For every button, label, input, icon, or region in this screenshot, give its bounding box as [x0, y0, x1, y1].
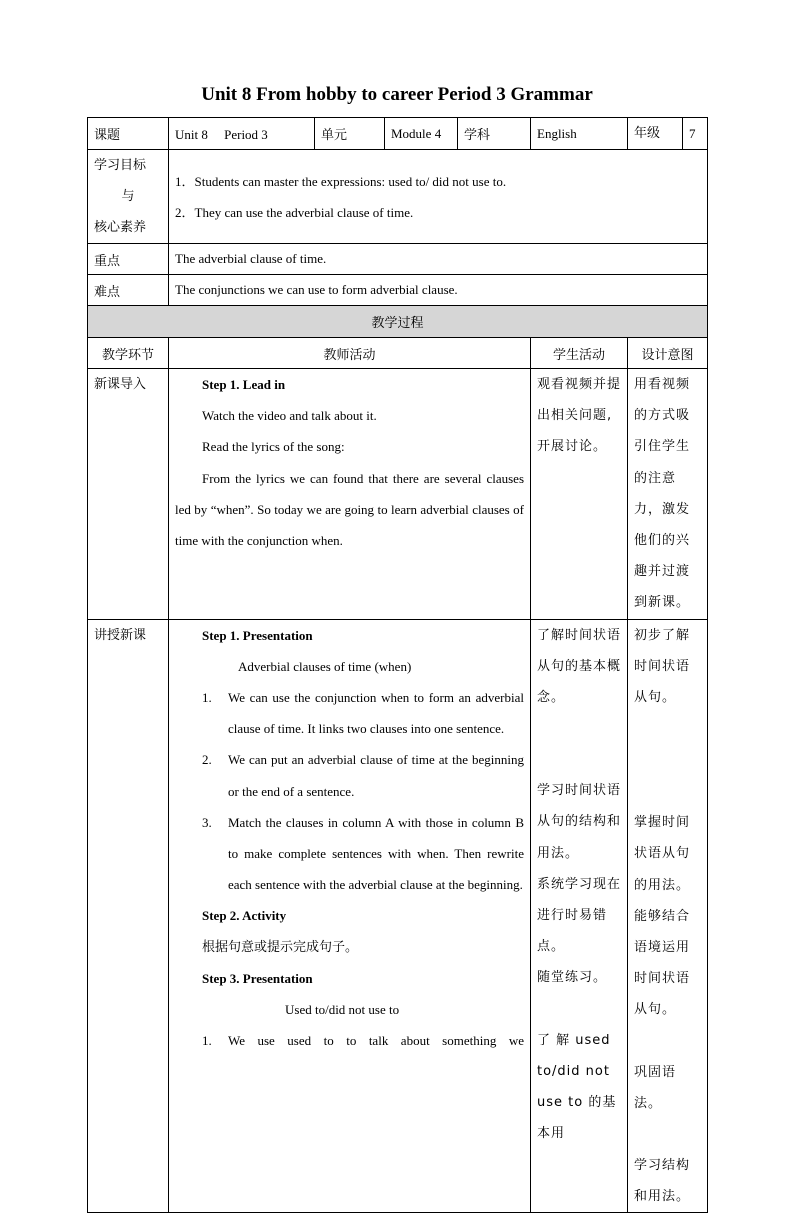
list-item: 1. We use used to to talk about something we	[202, 1033, 524, 1049]
paragraph: Read the lyrics of the song:	[202, 439, 345, 455]
step-heading: Step 3. Presentation	[202, 970, 313, 986]
difficulty-label: 难点	[88, 275, 169, 306]
subheading: Used to/did not use to	[285, 1002, 400, 1018]
paragraph: 根据句意或提示完成句子。	[202, 939, 359, 955]
key-point-label: 重点	[88, 244, 169, 275]
stage-new-intent: 初步了解时间状语从句。 掌握时间状语从句的用法。 能够结合语境运用时间状语从句。 巩固语法。 学习结构和用法。	[628, 619, 708, 1213]
list-item: 2. We can put an adverbial clause of time at the beginning or the end of a sentence.	[202, 752, 524, 799]
step-heading: Step 2. Activity	[202, 908, 287, 924]
topic-value: Unit 8 Period 3	[169, 118, 315, 150]
stage-leadin-name: 新课导入	[88, 369, 169, 620]
goal-item: 1．Students can master the expressions: used to/ did not use to.	[175, 173, 507, 189]
lesson-plan-table	[87, 117, 708, 1213]
step-heading: Step 1. Lead in	[202, 377, 286, 392]
list-item: 3. Match the clauses in column A with those in column B to make complete sentences with when. Then rewrite each sentence with the adverbial clause at the beginning.	[202, 814, 524, 893]
unit-value: Module 4	[385, 118, 458, 150]
topic-label: 课题	[88, 118, 169, 150]
stage-leadin-teacher	[169, 369, 531, 620]
process-header: 教学过程	[88, 306, 708, 338]
difficulty-value: The conjunctions we can use to form adverbial clause.	[169, 275, 708, 306]
subheading: Adverbial clauses of time (when)	[238, 658, 412, 674]
stage-new-student: 了解时间状语从句的基本概念。 学习时间状语从句的结构和用法。 系统学习现在进行时易错点。 随堂练习。 了 解 used to/did not use to 的基本用	[531, 619, 628, 1213]
col-student: 学生活动	[531, 338, 628, 369]
goals-label: 学习目标 与 核心素养	[88, 150, 169, 244]
col-teacher: 教师活动	[169, 338, 531, 369]
grade-value: 7	[689, 125, 696, 141]
stage-leadin-student: 观看视频并提出相关问题,开展讨论。	[531, 369, 628, 620]
key-point-value: The adverbial clause of time.	[169, 244, 708, 275]
grade-cell	[628, 118, 708, 150]
list-item: 1. We can use the conjunction when to form an adverbial clause of time. It links two clauses into one sentence.	[202, 690, 524, 737]
paragraph: Watch the video and talk about it.	[202, 408, 377, 424]
stage-leadin-intent: 用看视频的方式吸引住学生的注意力，激发他们的兴趣并过渡到新课。	[628, 369, 708, 620]
paragraph: From the lyrics we can found that there are several clauses led by “when”. So today we are going to learn adverbial clauses of time with the conjunction when.	[175, 470, 524, 549]
subject-value: English	[531, 118, 628, 150]
stage-new-name: 讲授新课	[88, 619, 169, 1213]
goals-content	[169, 150, 708, 244]
page-title: Unit 8 From hobby to career Period 3 Grammar	[201, 84, 593, 105]
col-intent: 设计意图	[628, 338, 708, 369]
col-stage: 教学环节	[88, 338, 169, 369]
stage-new-teacher	[169, 619, 531, 1213]
step-heading: Step 1. Presentation	[202, 627, 313, 643]
grade-label: 年级	[628, 118, 683, 149]
unit-label: 单元	[315, 118, 385, 150]
subject-label: 学科	[458, 118, 531, 150]
goal-item: 2．They can use the adverbial clause of time.	[175, 204, 414, 220]
